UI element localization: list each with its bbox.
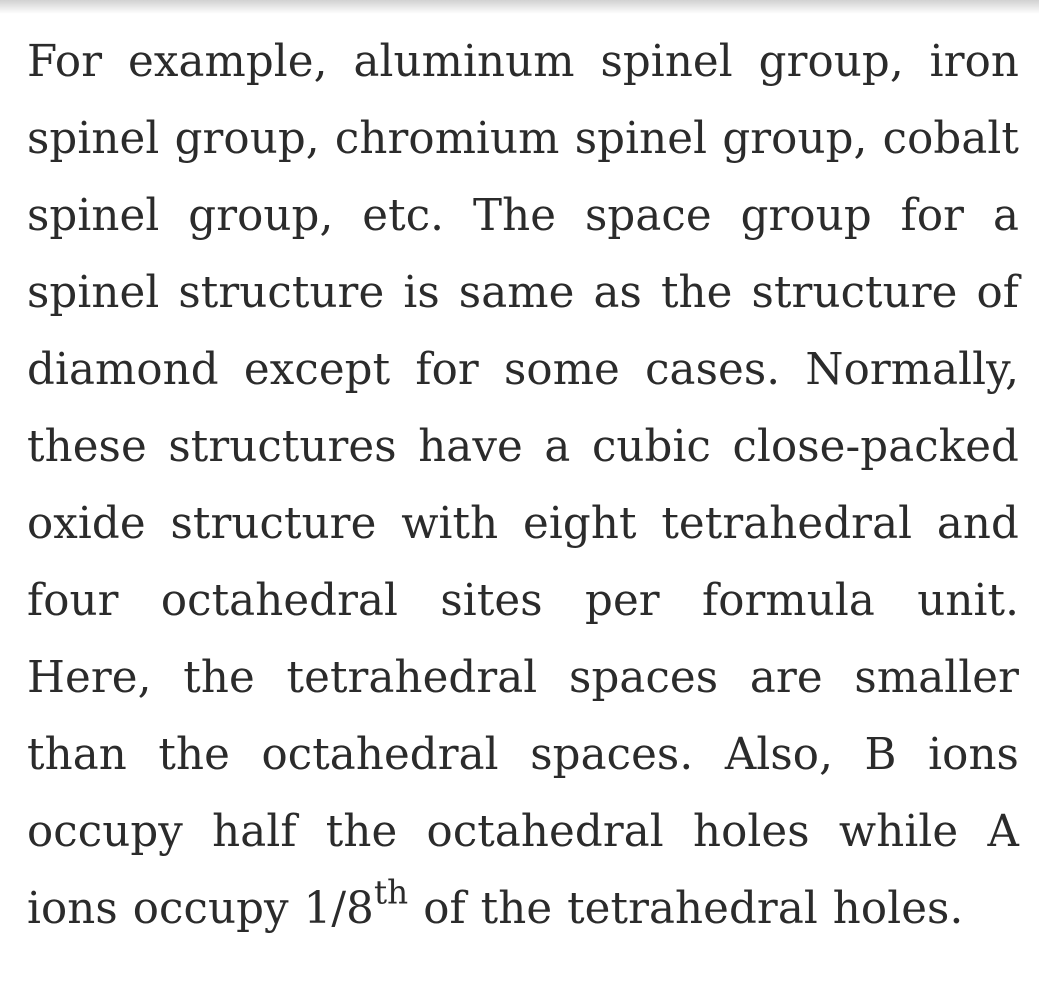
article-paragraph	[27, 24, 1019, 948]
paragraph-text-end: of the tetrahedral holes.	[408, 884, 964, 934]
article-body	[27, 24, 1019, 948]
ordinal-superscript: th	[373, 873, 409, 912]
paragraph-text: For example, aluminum spinel group, iron spinel group, chromium spinel group, cobalt spinel group, etc. The space group for a spinel structure is same as the structure of diamond except for some cases. Normally, these structures have a cubic close-packed oxide structure with eight tetrahedral and four octahedral sites per formula unit. Here, the tetrahedral spaces are smaller than the octahedral spaces. Also, B ions occupy half the octahedral holes while A ions occupy 1/8	[27, 37, 1019, 934]
top-scroll-shadow	[0, 0, 1039, 14]
